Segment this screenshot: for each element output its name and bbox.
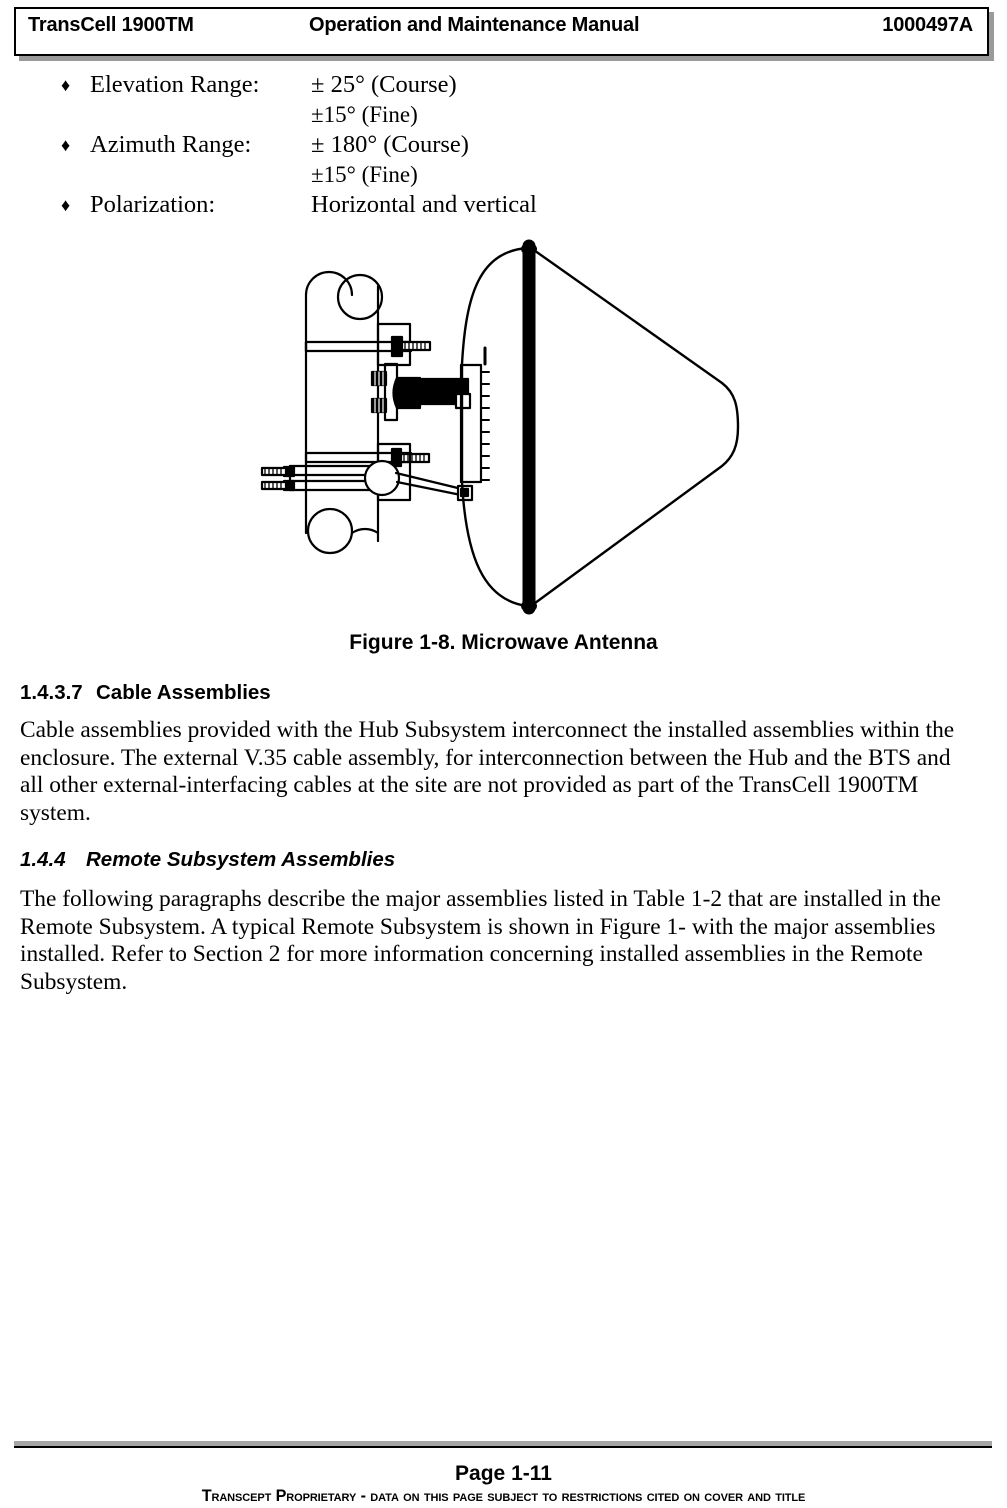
- section-heading-remote-subsystem-assemblies: [20, 848, 395, 872]
- section-body-remote-subsystem-assemblies: The following paragraphs describe the major assemblies listed in Table 1-2 that are installed in the Remote Subsystem. A typical Remote Subsystem is shown in Figure 1- with the major assemblies installed. Refer to Section 2 for more information concerning installed assemblies in the Remote Subsystem.: [20, 886, 941, 995]
- spec-value: Horizontal and vertical: [311, 191, 537, 218]
- spec-value-continuation: ±15° (Fine): [311, 102, 418, 127]
- antenna-shroud: [531, 248, 738, 606]
- antenna-mast: [306, 272, 382, 553]
- spec-row: [0, 190, 1007, 220]
- spec-label: Azimuth Range:: [90, 131, 252, 158]
- section-heading-cable-assemblies: [20, 681, 271, 705]
- diamond-bullet-icon: ♦: [61, 75, 71, 95]
- section-title: Cable Assemblies: [96, 681, 271, 704]
- section-number: 1.4.4: [20, 848, 66, 871]
- antenna-line-drawing: [0, 238, 1007, 633]
- antenna-specification-list: [0, 70, 1007, 220]
- lower-u-bolt-and-strut: [262, 444, 472, 500]
- page-header: [14, 7, 989, 56]
- upper-u-bolt: [306, 324, 430, 365]
- antenna-radome: [462, 248, 527, 606]
- spec-value: ± 25° (Course): [311, 71, 457, 98]
- diamond-bullet-icon: ♦: [61, 195, 71, 215]
- microwave-antenna-figure: [0, 238, 1007, 633]
- footer-proprietary-notice: Transcept Proprietary - data on this page subject to restrictions cited on cover and title: [201, 1487, 806, 1505]
- footer-page-number: Page 1-11: [455, 1462, 552, 1485]
- spec-row: [0, 70, 1007, 100]
- spec-row: [0, 130, 1007, 160]
- spec-label: Polarization:: [90, 191, 216, 218]
- spec-row: [0, 100, 1007, 130]
- spec-row: [0, 160, 1007, 190]
- dish-back-plate: [461, 348, 489, 482]
- figure-caption: Figure 1-8. Microwave Antenna: [349, 631, 658, 654]
- header-product-name: TransCell 1900TM: [28, 14, 194, 36]
- section-body-cable-assemblies: Cable assemblies provided with the Hub Subsystem interconnect the installed assemblies within the enclosure. The external V.35 cable assembly, for interconnection between the Hub and the BTS and all other external-interfacing cables at the site are not provided as part of the TransCell 1900TM system.: [20, 717, 955, 826]
- section-title: Remote Subsystem Assemblies: [86, 848, 396, 871]
- feed-boom-assembly: [372, 364, 470, 420]
- header-manual-title: Operation and Maintenance Manual: [309, 14, 640, 36]
- header-document-number: 1000497A: [882, 14, 973, 36]
- section-number: 1.4.3.7: [20, 681, 83, 704]
- diamond-bullet-icon: ♦: [61, 135, 71, 155]
- spec-value: ± 180° (Course): [311, 131, 469, 158]
- footer-divider: [14, 1441, 992, 1448]
- spec-value-continuation: ±15° (Fine): [311, 162, 418, 187]
- spec-label: Elevation Range:: [90, 71, 260, 98]
